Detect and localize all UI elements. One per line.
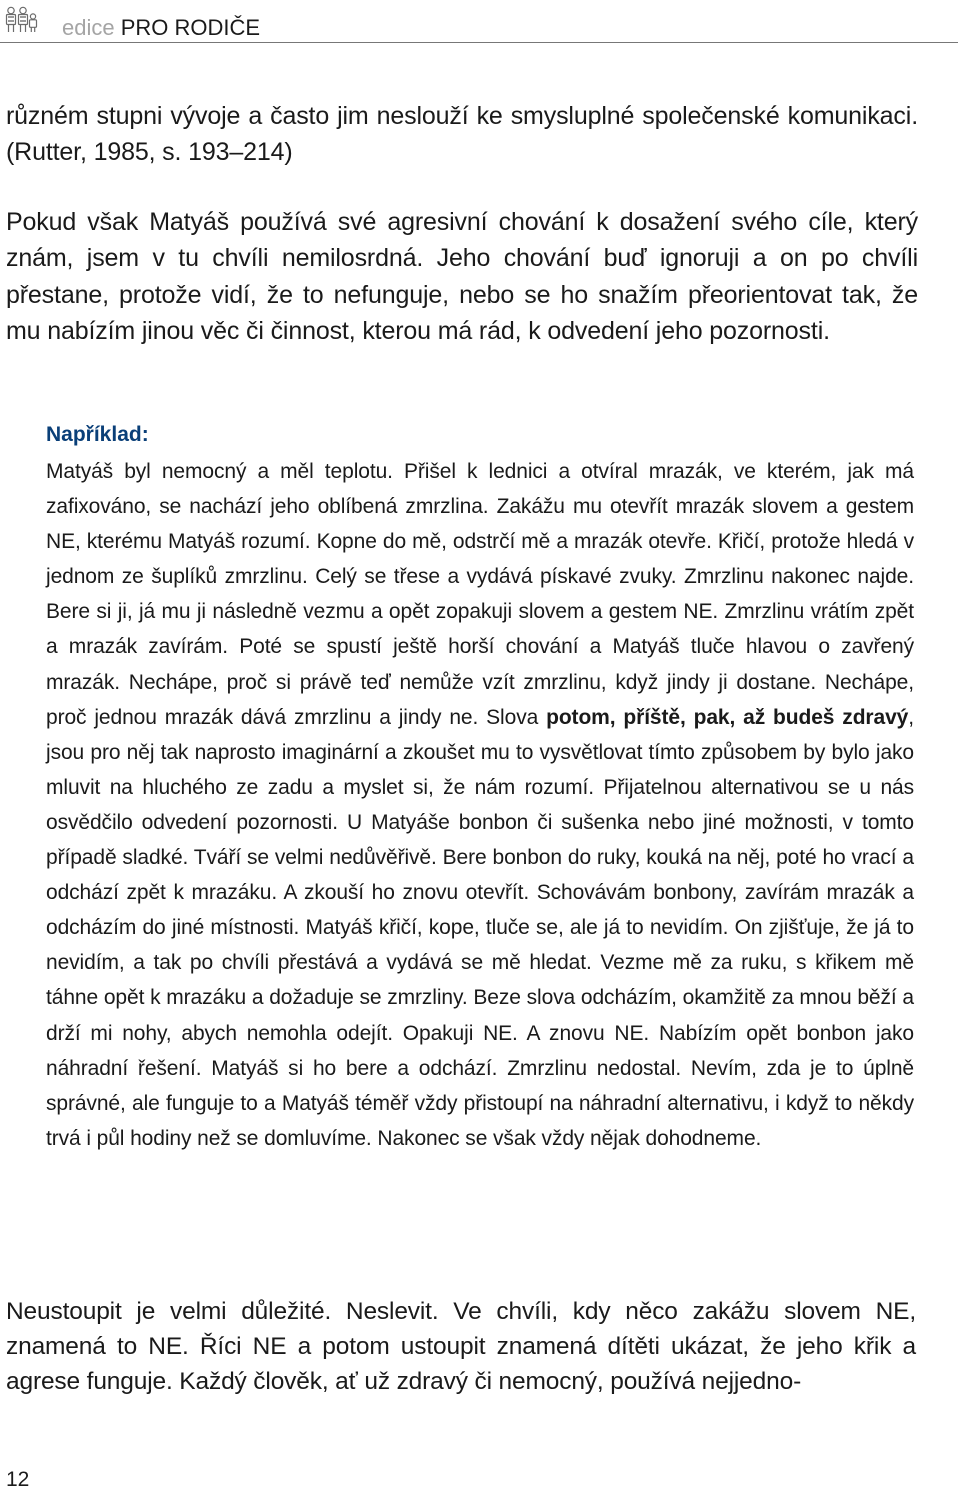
series-prefix: edice xyxy=(62,15,115,40)
example-emphasis: potom, příště, pak, až budeš zdravý xyxy=(546,705,909,729)
example-text xyxy=(46,454,914,1156)
example-text-part-2: , jsou pro něj tak naprosto imaginární a zkoušet mu to vysvětlovat tímto způsobem by bylo jako mluvit na hluchého ze zadu a myslet si, že nám rozumí. Přijatelnou alternativou se u nás osvědčilo odvedení pozornosti. U Matyáše bonbon či sušenka nebo jiné možnosti, v tomto případě sladké. Tváří se velmi nedůvěřivě. Bere bonbon do ruky, kouká na něj, poté ho vrací a odchází zpět k mrazáku. A zkouší ho znovu otevřít. Schovávám bonbony, zavírám mrazák a odcházím do jiné místnosti. Matyáš křičí, kope, tluče se, ale já to nevidím. On zjišťuje, že já to nevidím, a tak po chvíli přestává a vydává se mě hledat. Vezme mě za ruku, s křikem mě táhne opět k mrazáku a dožaduje se zmrzliny. Beze slova odcházím, okamžitě za mnou běží a drží mi nohy, abych nemohla odejít. Opakuji NE. A znovu NE. Nabízím opět bonbon jako náhradní řešení. Matyáš si ho bere a odchází. Zmrzlinu nedostal. Nevím, zda je to úplně správné, ale funguje to a Matyáš téměř vždy přistoupí na náhradní alternativu, i když to někdy trvá i půl hodiny než se domluvíme. Nakonec se však vždy nějak dohodneme. xyxy=(46,705,914,1150)
example-box xyxy=(46,420,914,1156)
series-title xyxy=(62,14,260,42)
paragraph-1: různém stupni vývoje a často jim neslouží ke smysluplné společenské komunikaci. (Rutter, 1985, s. 193–214) xyxy=(6,102,918,167)
example-heading: Například: xyxy=(46,423,149,446)
header-divider xyxy=(0,42,958,43)
example-text-part-1: Matyáš byl nemocný a měl teplotu. Přišel k lednici a otvíral mrazák, ve kterém, jak má zafixováno, se nachází jeho oblíbená zmrzlina. Zakážu mu otevřít mrazák slovem a gestem NE, kterému Matyáš rozumí. Kopne do mě, odstrčí mě a mrazák otevře. Křičí, protože hledá v jednom ze šuplíků zmrzlinu. Celý se třese a vydává pískavé zvuky. Zmrzlinu nakonec najde. Bere si ji, já mu ji následně vezmu a opět zopakuji slovem a gestem NE. Zmrzlinu vrátím zpět a mrazák zavírám. Poté se spustí ještě horší chování a Matyáš tluče hlavou o zavřený mrazák. Nechápe, proč si právě teď nemůže vzít zmrzlinu, když jindy ji dostane. Nechápe, proč jednou mrazák dává zmrzlinu a jindy ne. Slova xyxy=(46,460,914,729)
page-number: 12 xyxy=(6,1468,30,1491)
family-figures-logo-icon xyxy=(4,6,38,34)
paragraph-3: Neustoupit je velmi důležité. Neslevit. Ve chvíli, kdy něco zakážu slovem NE, znamená to NE. Říci NE a potom ustoupit znamená dítěti ukázat, že jeho křik a agrese funguje. Každý člověk, ať už zdravý či nemocný, používá nejjedno- xyxy=(6,1298,916,1395)
series-name: PRO RODIČE xyxy=(120,15,261,40)
paragraph-2: Pokud však Matyáš používá své agresivní chování k dosažení svého cíle, který znám, jsem v tu chvíli nemilosrdná. Jeho chování buď ignoruji a on po chvíli přestane, protože vidí, že to nefunguje, nebo se ho snažím přeorientovat tak, že mu nabízím jinou věc či činnost, kterou má rád, k odvedení jeho pozornosti. xyxy=(6,208,918,345)
page-header xyxy=(0,0,960,44)
